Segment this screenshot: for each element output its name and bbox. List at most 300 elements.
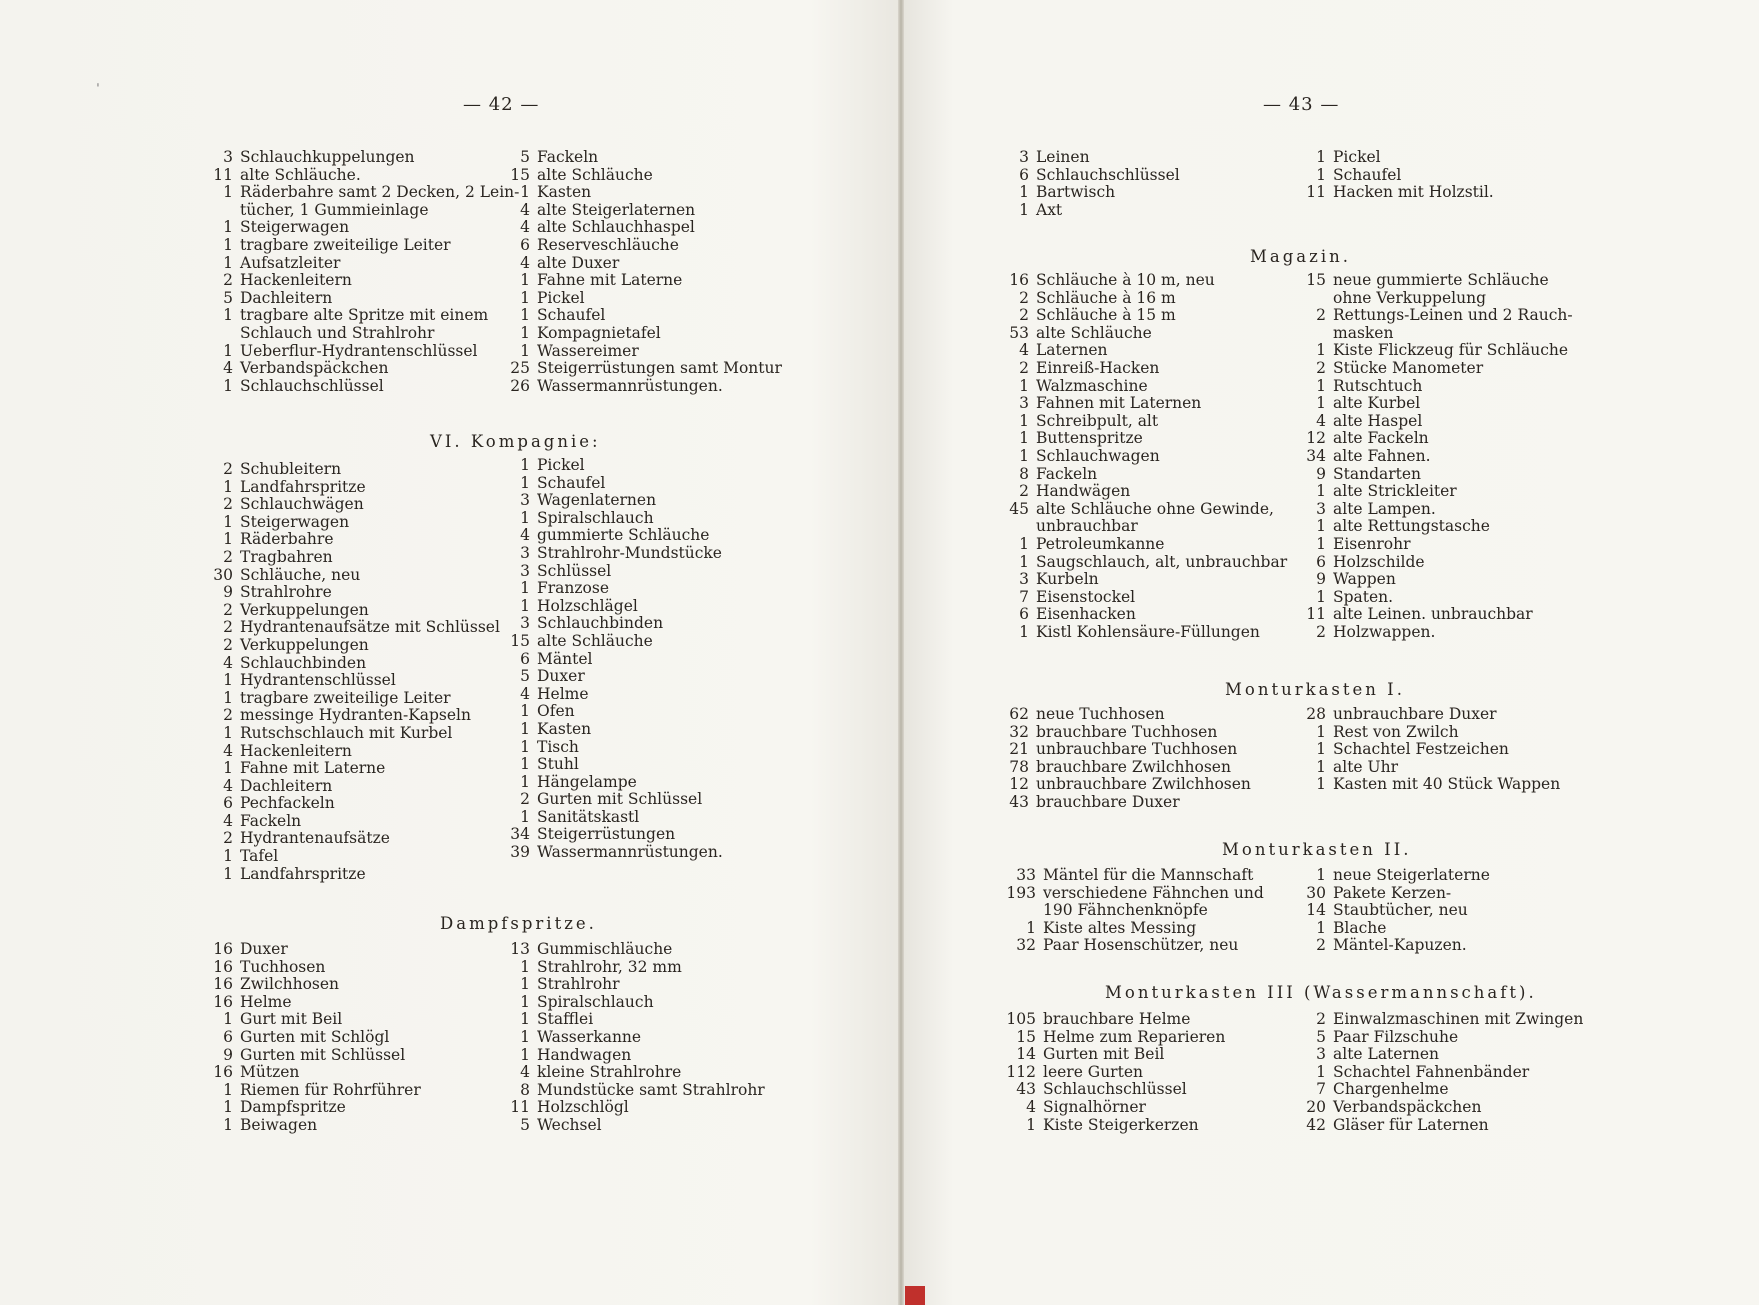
- inventory-row: [1002, 867, 1302, 885]
- item-description: alte Haspel: [1333, 411, 1423, 430]
- item-description: Handwägen: [1036, 482, 1131, 501]
- item-description: Eisenrohr: [1333, 534, 1411, 553]
- item-quantity: 16: [213, 1063, 233, 1082]
- inventory-row: [490, 756, 830, 774]
- inventory-row: [1290, 1011, 1620, 1029]
- inventory-row: [1002, 920, 1302, 938]
- item-quantity: 15: [510, 631, 530, 650]
- inventory-row: [1290, 430, 1620, 448]
- inventory-row: [190, 1047, 510, 1065]
- item-description: Rettungs-Leinen und 2 Rauch-: [1333, 306, 1573, 325]
- dampf-right-list: [490, 941, 830, 1135]
- item-quantity: 1: [1019, 376, 1029, 395]
- item-description: Räderbahre: [240, 530, 334, 549]
- inventory-row: [1290, 272, 1620, 290]
- item-description: Rutschschlauch mit Kurbel: [240, 723, 453, 742]
- item-description: Wassermannrüstungen.: [537, 376, 723, 395]
- item-quantity: 3: [1019, 394, 1029, 413]
- item-quantity: 1: [1019, 622, 1029, 641]
- inventory-row: [490, 959, 830, 977]
- inventory-row: [1002, 430, 1302, 448]
- item-quantity: 1: [223, 759, 233, 778]
- item-description: alte Kurbel: [1333, 394, 1421, 413]
- item-description: Gummischläuche: [537, 940, 673, 958]
- item-quantity: 1: [223, 864, 233, 883]
- item-quantity: 1: [520, 975, 530, 994]
- item-description: Wappen: [1333, 570, 1396, 589]
- item-description: Hängelampe: [537, 772, 637, 791]
- item-quantity: 1: [520, 992, 530, 1011]
- item-quantity: 1: [1019, 429, 1029, 448]
- magazin-right-list: [1290, 272, 1620, 641]
- item-quantity: 2: [1019, 358, 1029, 377]
- item-description: Mäntel-Kapuzen.: [1333, 936, 1467, 955]
- item-quantity: 4: [520, 1063, 530, 1082]
- inventory-row: [190, 514, 510, 532]
- item-description: Beiwagen: [240, 1115, 318, 1134]
- item-description: Strahlrohr: [537, 975, 620, 994]
- inventory-row: [190, 496, 510, 514]
- inventory-row: [190, 272, 510, 290]
- item-quantity: 11: [213, 165, 233, 184]
- inventory-row: [1290, 885, 1620, 903]
- item-description: Eisenstockel: [1036, 587, 1136, 606]
- inventory-row: [490, 510, 830, 528]
- item-description: Tuchhosen: [240, 957, 326, 976]
- item-quantity: 1: [520, 456, 530, 474]
- inventory-row: [1290, 307, 1620, 325]
- item-description: unbrauchbare Tuchhosen: [1036, 740, 1238, 759]
- item-description: Ueberflur-Hydrantenschlüssel: [240, 341, 478, 360]
- heading-monturkasten-2: Monturkasten II.: [1222, 840, 1412, 859]
- heading-dampfspritze: Dampfspritze.: [440, 914, 597, 933]
- inventory-row: [490, 272, 830, 290]
- inventory-row: [190, 707, 510, 725]
- item-quantity: 5: [1316, 1027, 1326, 1046]
- heading-monturkasten-3: Monturkasten III (Wassermannschaft).: [1105, 983, 1537, 1002]
- item-quantity: 1: [223, 376, 233, 395]
- item-description: alte Lampen.: [1333, 499, 1436, 518]
- item-description: Kiste altes Messing: [1043, 918, 1197, 937]
- item-quantity: 25: [510, 359, 530, 378]
- inventory-row: [190, 1099, 510, 1117]
- item-description: Verbandspäckchen: [1333, 1097, 1482, 1116]
- item-description: leere Gurten: [1043, 1062, 1143, 1081]
- item-quantity: 1: [1316, 534, 1326, 553]
- item-description: alte Leinen. unbrauchbar: [1333, 605, 1533, 624]
- inventory-row: [190, 637, 510, 655]
- item-description: Schlauchschlüssel: [1036, 165, 1180, 184]
- item-description: Gurten mit Beil: [1043, 1045, 1165, 1064]
- inventory-row: [190, 1117, 510, 1135]
- item-quantity: 4: [1316, 411, 1326, 430]
- item-quantity: 78: [1009, 757, 1029, 776]
- item-description: Hydrantenaufsätze: [240, 829, 390, 848]
- item-quantity: 1: [520, 755, 530, 774]
- inventory-row: [490, 307, 830, 325]
- inventory-row: [190, 584, 510, 602]
- item-description: Rutschtuch: [1333, 376, 1423, 395]
- item-quantity: 11: [510, 1098, 530, 1117]
- inventory-row: [1002, 624, 1302, 642]
- item-description: tragbare alte Spritze mit einem: [240, 306, 489, 325]
- inventory-row: [190, 959, 510, 977]
- item-description: Mundstücke samt Strahlrohr: [537, 1080, 765, 1099]
- inventory-row: [1290, 776, 1620, 794]
- item-quantity: 4: [1026, 1097, 1036, 1116]
- inventory-row: [490, 378, 830, 396]
- item-description: Dampfspritze: [240, 1098, 346, 1117]
- item-description: alte Fahnen.: [1333, 446, 1431, 465]
- item-quantity: 3: [223, 148, 233, 166]
- item-quantity: 9: [223, 1045, 233, 1064]
- item-quantity: 1: [1026, 1115, 1036, 1134]
- heading-magazin: Magazin.: [1250, 247, 1351, 266]
- item-description: alte Schläuche ohne Gewinde,: [1036, 499, 1274, 518]
- item-quantity: 1: [1316, 757, 1326, 776]
- item-quantity: 1: [1019, 446, 1029, 465]
- item-quantity: 4: [520, 218, 530, 237]
- item-description: Sanitätskastl: [537, 807, 640, 826]
- item-description: Leinen: [1036, 148, 1090, 166]
- inventory-row: [1002, 937, 1302, 955]
- inventory-row: [190, 1064, 510, 1082]
- inventory-row: [1290, 167, 1620, 185]
- item-description: Helme: [240, 992, 292, 1011]
- item-quantity: 105: [1006, 1010, 1036, 1028]
- item-quantity: 1: [520, 1027, 530, 1046]
- inventory-row: [490, 1011, 830, 1029]
- inventory-row: [490, 633, 830, 651]
- inventory-row: [1002, 1099, 1302, 1117]
- item-quantity: 1: [520, 772, 530, 791]
- item-description: Mäntel: [537, 649, 593, 668]
- inventory-row: [190, 976, 510, 994]
- item-quantity: 1: [1316, 866, 1326, 884]
- item-description: Mützen: [240, 1063, 300, 1082]
- item-description: Schläuche à 16 m: [1036, 288, 1176, 307]
- item-quantity: 1: [223, 530, 233, 549]
- item-description: unbrauchbare Zwilchhosen: [1036, 775, 1251, 794]
- item-description: Schreibpult, alt: [1036, 411, 1159, 430]
- item-quantity: 3: [520, 561, 530, 580]
- item-description: Kurbeln: [1036, 570, 1099, 589]
- item-quantity: 1: [1019, 534, 1029, 553]
- item-quantity: 1: [520, 183, 530, 202]
- item-description: Signalhörner: [1043, 1097, 1146, 1116]
- item-description: alte Uhr: [1333, 757, 1398, 776]
- inventory-row: [190, 255, 510, 273]
- item-description: Schaufel: [537, 306, 606, 325]
- inventory-row: [1002, 149, 1302, 167]
- item-description: Buttenspritze: [1036, 429, 1143, 448]
- inventory-row: [190, 848, 510, 866]
- inventory-row: [190, 813, 510, 831]
- book-gutter: [898, 0, 904, 1305]
- inventory-row: [1290, 184, 1620, 202]
- inventory-row: [490, 167, 830, 185]
- item-description: Hydrantenaufsätze mit Schlüssel: [240, 618, 500, 637]
- item-quantity: 1: [520, 341, 530, 360]
- item-quantity: 1: [223, 512, 233, 531]
- item-description: Zwilchhosen: [240, 975, 340, 994]
- inventory-row: [190, 237, 510, 255]
- item-quantity: 1: [520, 1045, 530, 1064]
- item-quantity: 43: [1016, 1080, 1036, 1099]
- top-left-list: [1002, 149, 1302, 219]
- inventory-row: [190, 994, 510, 1012]
- item-description: Landfahrspritze: [240, 864, 366, 883]
- item-quantity: 6: [520, 649, 530, 668]
- item-quantity: 2: [223, 271, 233, 290]
- item-quantity: 6: [1019, 165, 1029, 184]
- item-description: ohne Verkuppelung: [1333, 288, 1486, 307]
- item-description: Einreiß-Hacken: [1036, 358, 1160, 377]
- inventory-row: [190, 743, 510, 761]
- inventory-row: [490, 545, 830, 563]
- inventory-row: [190, 795, 510, 813]
- item-quantity: 1: [223, 306, 233, 325]
- inventory-row: [490, 527, 830, 545]
- inventory-row: [1002, 448, 1302, 466]
- item-quantity: 42: [1306, 1115, 1326, 1134]
- inventory-row: [1290, 1029, 1620, 1047]
- inventory-row: [1002, 1011, 1302, 1029]
- item-quantity: 16: [213, 957, 233, 976]
- inventory-row: [1290, 724, 1620, 742]
- item-quantity: 1: [1019, 183, 1029, 202]
- item-quantity: 1: [223, 341, 233, 360]
- item-quantity: 30: [213, 565, 233, 584]
- item-quantity: 3: [1019, 148, 1029, 166]
- m3-left-list: [1002, 1011, 1302, 1134]
- item-quantity: 28: [1306, 705, 1326, 723]
- inventory-row: [490, 739, 830, 757]
- inventory-row: [490, 1029, 830, 1047]
- item-quantity: 3: [1019, 570, 1029, 589]
- item-quantity: 5: [520, 667, 530, 686]
- item-description: Spaten.: [1333, 587, 1394, 606]
- item-description: Wasserkanne: [537, 1027, 642, 1046]
- inventory-row: [1002, 741, 1302, 759]
- item-quantity: 6: [1316, 552, 1326, 571]
- item-quantity: 1: [520, 473, 530, 492]
- item-description: verschiedene Fähnchen und: [1043, 883, 1264, 902]
- item-quantity: 39: [510, 843, 530, 862]
- inventory-row: [190, 1029, 510, 1047]
- item-description: Tisch: [537, 737, 579, 756]
- item-description: Schlauchbinden: [240, 653, 367, 672]
- inventory-row: [1002, 466, 1302, 484]
- inventory-row: [1002, 272, 1302, 290]
- item-description: Steigerrüstungen samt Montur: [537, 359, 782, 378]
- inventory-row: [1290, 920, 1620, 938]
- item-quantity: 1: [223, 235, 233, 254]
- item-description: Schlauch und Strahlrohr: [240, 323, 435, 342]
- inventory-row: [190, 778, 510, 796]
- inventory-row: [1290, 706, 1620, 724]
- item-quantity: 1: [1316, 517, 1326, 536]
- item-description: Riemen für Rohrführer: [240, 1080, 421, 1099]
- item-quantity: 1: [223, 723, 233, 742]
- item-quantity: 8: [1019, 464, 1029, 483]
- inventory-row: [1002, 589, 1302, 607]
- item-description: alte Laternen: [1333, 1045, 1440, 1064]
- inventory-row: [490, 774, 830, 792]
- item-description: Verkuppelungen: [240, 635, 369, 654]
- item-description: Spiralschlauch: [537, 508, 654, 527]
- item-description: alte Schlauchhaspel: [537, 218, 695, 237]
- inventory-row: [190, 307, 510, 325]
- item-quantity: 2: [223, 600, 233, 619]
- item-description: neue gummierte Schläuche: [1333, 271, 1549, 289]
- item-quantity: 1: [1316, 165, 1326, 184]
- inventory-row: [190, 219, 510, 237]
- item-quantity: 14: [1306, 901, 1326, 920]
- item-quantity: 1: [520, 508, 530, 527]
- item-quantity: 1: [223, 183, 233, 202]
- item-description: Strahlrohre: [240, 583, 332, 602]
- inventory-row: [1002, 360, 1302, 378]
- inventory-row: [490, 844, 830, 862]
- inventory-row: [1290, 624, 1620, 642]
- item-description: Hydrantenschlüssel: [240, 671, 396, 690]
- item-quantity: 16: [213, 940, 233, 958]
- item-quantity: 11: [1306, 183, 1326, 202]
- item-quantity: 15: [510, 165, 530, 184]
- item-description: Kasten: [537, 719, 592, 738]
- item-quantity: 1: [1316, 1062, 1326, 1081]
- item-quantity: 16: [213, 975, 233, 994]
- item-description: Rest von Zwilch: [1333, 722, 1459, 741]
- inventory-row: [190, 941, 510, 959]
- item-quantity: 1: [223, 477, 233, 496]
- item-quantity: 13: [510, 940, 530, 958]
- item-description: Holzschlögl: [537, 1098, 629, 1117]
- inventory-row: [1002, 290, 1302, 308]
- inventory-row: [1002, 378, 1302, 396]
- item-quantity: 2: [1316, 622, 1326, 641]
- item-quantity: 1: [223, 1010, 233, 1029]
- item-description: Fahne mit Laterne: [240, 759, 386, 778]
- item-description: Gläser für Laternen: [1333, 1115, 1489, 1134]
- section1-right-list: [490, 149, 830, 395]
- inventory-row: [190, 655, 510, 673]
- inventory-row: [190, 202, 510, 220]
- inventory-row: [1002, 724, 1302, 742]
- inventory-row: [490, 1082, 830, 1100]
- item-quantity: 4: [223, 776, 233, 795]
- item-quantity: 4: [520, 200, 530, 219]
- item-description: Pakete Kerzen-: [1333, 883, 1452, 902]
- item-quantity: 9: [1316, 464, 1326, 483]
- item-quantity: 6: [223, 1027, 233, 1046]
- item-quantity: 2: [223, 547, 233, 566]
- item-description: Hackenleitern: [240, 271, 352, 290]
- inventory-row: [1290, 518, 1620, 536]
- item-quantity: 1: [520, 957, 530, 976]
- top-right-list: [1290, 149, 1620, 202]
- item-quantity: 34: [510, 825, 530, 844]
- inventory-row: [1290, 1099, 1620, 1117]
- inventory-row: [490, 941, 830, 959]
- item-description: alte Rettungstasche: [1333, 517, 1490, 536]
- item-description: unbrauchbare Duxer: [1333, 705, 1497, 723]
- item-quantity: 1: [1019, 200, 1029, 219]
- inventory-row: [1290, 937, 1620, 955]
- item-description: Fahnen mit Laternen: [1036, 394, 1202, 413]
- item-quantity: 53: [1009, 323, 1029, 342]
- inventory-row: [1002, 1117, 1302, 1135]
- item-quantity: 1: [520, 737, 530, 756]
- inventory-row: [1290, 342, 1620, 360]
- inventory-row: [1002, 1064, 1302, 1082]
- item-quantity: 2: [223, 635, 233, 654]
- red-bookmark-edge: [905, 1286, 925, 1305]
- item-quantity: 1: [520, 288, 530, 307]
- item-description: Saugschlauch, alt, unbrauchbar: [1036, 552, 1288, 571]
- item-description: Wassermannrüstungen.: [537, 843, 723, 862]
- item-quantity: 1: [520, 306, 530, 325]
- inventory-row: [190, 290, 510, 308]
- item-description: Hacken mit Holzstil.: [1333, 183, 1494, 202]
- inventory-row: [490, 149, 830, 167]
- inventory-row: [1290, 149, 1620, 167]
- inventory-row: [490, 976, 830, 994]
- item-quantity: 2: [1019, 306, 1029, 325]
- inventory-row: [1002, 706, 1302, 724]
- inventory-row: [1002, 759, 1302, 777]
- item-quantity: 3: [520, 614, 530, 633]
- inventory-row: [490, 360, 830, 378]
- inventory-row: [1002, 307, 1302, 325]
- inventory-row: [1002, 483, 1302, 501]
- item-description: Stuhl: [537, 755, 579, 774]
- inventory-row: [490, 290, 830, 308]
- item-quantity: 2: [223, 706, 233, 725]
- item-quantity: 43: [1009, 792, 1029, 811]
- inventory-row: [190, 567, 510, 585]
- m2-left-list: [1002, 867, 1302, 955]
- item-description: alte Schläuche: [537, 165, 653, 184]
- item-description: Laternen: [1036, 341, 1108, 360]
- inventory-row: [1002, 202, 1302, 220]
- inventory-row: [1290, 554, 1620, 572]
- item-description: alte Steigerlaternen: [537, 200, 696, 219]
- item-description: Tafel: [240, 847, 279, 866]
- inventory-row: [490, 492, 830, 510]
- item-quantity: 2: [223, 495, 233, 514]
- item-description: Bartwisch: [1036, 183, 1116, 202]
- item-description: Pickel: [537, 456, 585, 474]
- inventory-row: [1290, 360, 1620, 378]
- inventory-row: [1290, 589, 1620, 607]
- item-quantity: 4: [520, 526, 530, 545]
- inventory-row: [1002, 342, 1302, 360]
- item-quantity: 2: [1316, 306, 1326, 325]
- item-quantity: [190, 202, 240, 220]
- item-quantity: 7: [1316, 1080, 1326, 1099]
- item-quantity: 15: [1016, 1027, 1036, 1046]
- item-description: Standarten: [1333, 464, 1422, 483]
- inventory-row: [190, 183, 520, 202]
- inventory-row: [1002, 184, 1302, 202]
- item-description: Schlüssel: [537, 561, 612, 580]
- item-description: Kiste Flickzeug für Schläuche: [1333, 341, 1569, 360]
- item-description: Gurten mit Schlögl: [240, 1027, 390, 1046]
- item-description: Schläuche à 10 m, neu: [1036, 271, 1215, 289]
- item-description: Walzmaschine: [1036, 376, 1148, 395]
